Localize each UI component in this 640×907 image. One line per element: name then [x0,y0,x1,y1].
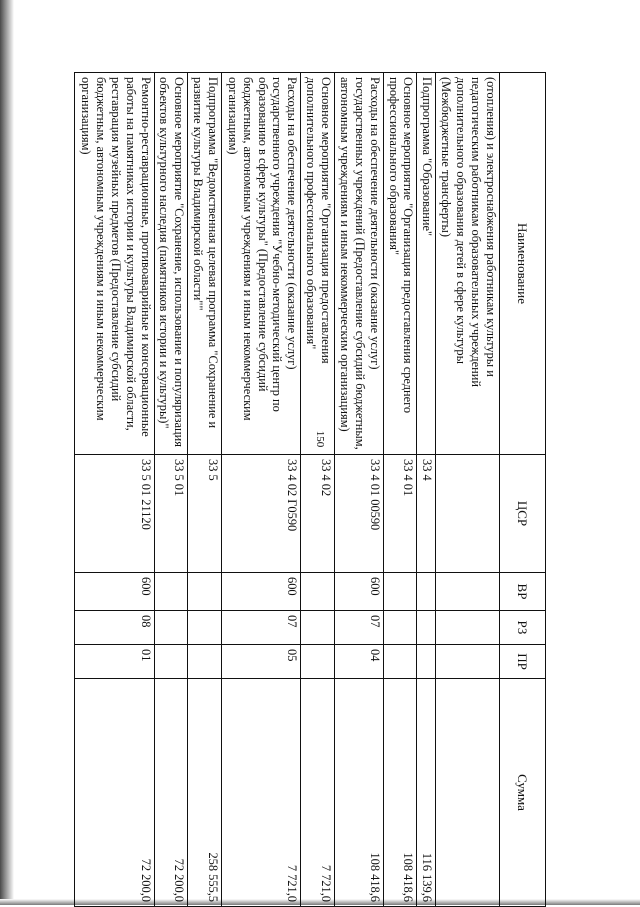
row-rz [301,611,335,645]
row-rz [435,611,499,645]
table-row [154,73,188,907]
table-row [301,73,335,907]
row-name: (отопления) и электроснабжения работникам культуры и педагогическим работникам образовательных учреждений дополнительного образования детей в сфере культуры (Межбюджетные трансферты) [435,73,499,455]
row-csr: 33 5 01 21120 [75,455,155,573]
row-vr [383,573,417,611]
row-vr [301,573,335,611]
row-vr [435,573,499,611]
row-name: Основное мероприятие "Организация предоставления среднего профессионального образования" [383,73,417,455]
row-pr: 04 [334,645,383,679]
row-pr [188,645,222,679]
row-rz: 07 [221,611,300,645]
row-sum: 108 418,6 [383,679,417,907]
row-pr [435,645,499,679]
row-vr [154,573,188,611]
row-name: Ремонтно-реставрационные, противоаварийные и консервационные работы на памятниках истории и культуры Владимирской области, реставрация музейных предметов (Предоставление субсидий бюджетным, автономным учреждениям и иным некоммерческим организациям) [75,73,155,455]
row-sum: 7 721,0 [221,679,300,907]
row-rz: 08 [75,611,155,645]
row-csr: 33 4 01 [383,455,417,573]
page-number: 150 [314,430,326,448]
row-sum: 116 139,6 [417,679,435,907]
header-name: Наименование [500,73,546,455]
table-row [334,73,383,907]
table-row [75,73,155,907]
row-vr [417,573,435,611]
row-pr: 05 [221,645,300,679]
row-pr [301,645,335,679]
row-vr [188,573,222,611]
row-name: Подпрограмма "Ведомственная целевая программа "Сохранение и развитие культуры Владимирской области"" [188,73,222,455]
table-header-row [500,73,546,907]
header-rz: РЗ [500,611,546,645]
header-vr: ВР [500,573,546,611]
row-pr [154,645,188,679]
table-row [383,73,417,907]
row-name: Основное мероприятие "Организация предоставления дополнительного профессионального образования" [301,73,335,455]
scan-edge-shadow [0,0,14,905]
row-sum: 258 555,5 [188,679,222,907]
table-row [435,73,499,907]
row-pr [417,645,435,679]
row-vr: 600 [334,573,383,611]
table-row [188,73,222,907]
row-name: Подпрограмма "Образование" [417,73,435,455]
row-csr [435,455,499,573]
header-pr: ПР [500,645,546,679]
row-rz: 07 [334,611,383,645]
row-pr [383,645,417,679]
row-sum [435,679,499,907]
row-rz [154,611,188,645]
row-name: Расходы на обеспечение деятельности (оказание услуг) государственных учреждений (Предоставление субсидий бюджетным, автономным учреждениям и иным некоммерческим организациям) [334,73,383,455]
row-csr: 33 4 02 [301,455,335,573]
row-csr: 33 4 01 00590 [334,455,383,573]
row-rz [188,611,222,645]
row-name: Расходы на обеспечение деятельности (оказание услуг) государственного учреждения "Учебно-методический центр по образованию в сфере культуры" (Предоставление субсидий бюджетным, автономным учреждениям и иным некоммерческим организациям) [221,73,300,455]
budget-table [74,72,546,907]
table-row [221,73,300,907]
row-vr: 600 [221,573,300,611]
row-rz [383,611,417,645]
table-row [417,73,435,907]
row-csr: 33 4 02 Г0590 [221,455,300,573]
row-vr: 600 [75,573,155,611]
header-sum: Сумма [500,679,546,907]
row-csr: 33 5 01 [154,455,188,573]
rotated-table-container [74,72,546,906]
row-rz [417,611,435,645]
row-pr: 01 [75,645,155,679]
row-sum: 108 418,6 [334,679,383,907]
row-sum: 7 721,0 [301,679,335,907]
row-sum: 72 200,0 [75,679,155,907]
row-sum: 72 200,0 [154,679,188,907]
row-csr: 33 4 [417,455,435,573]
header-csr: ЦСР [500,455,546,573]
row-name: Основное мероприятие "Сохранение, использование и популяризация объектов культурного наследия (памятников истории и культуры)" [154,73,188,455]
row-csr: 33 5 [188,455,222,573]
